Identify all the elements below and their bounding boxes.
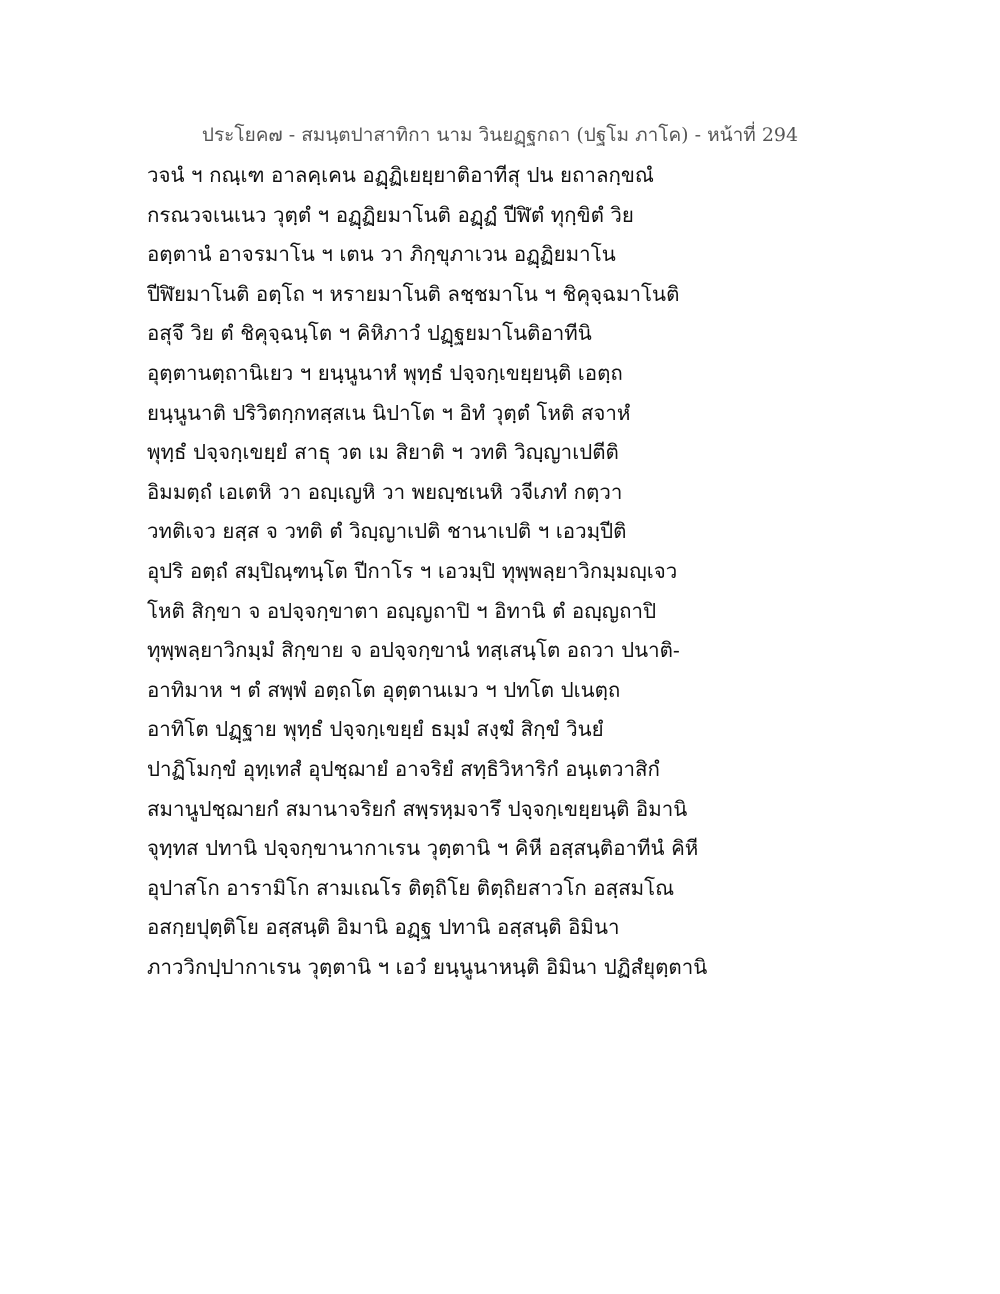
text-line: ทุพฺพลฺยาวิกมฺมํ สิกฺขาย จ อปจฺจกฺขานํ ทสฺเสนฺโต อถวา ปนาติ- <box>147 638 680 663</box>
text-line: โหติ สิกฺขา จ อปจฺจกฺขาตา อญฺญถาปิ ฯ อิทานิ ตํ อญฺญถาปิ <box>147 598 657 623</box>
body-text <box>147 156 707 987</box>
text-line: อสกฺยปุตฺติโย อสฺสนฺติ อิมานิ อฏฺฐ ปทานิ อสฺสนฺติ อิมินา <box>147 915 620 940</box>
text-line: อตฺตานํ อาจรมาโน ฯ เตน วา ภิกฺขุภาเวน อฏฺฏิยมาโน <box>147 242 616 267</box>
text-line: อสุจึ วิย ตํ ชิคุจฺฉนฺโต ฯ คิหิภาวํ ปฏฺฐยมาโนติอาทีนิ <box>147 321 592 346</box>
text-line: กรณวจเนเนว วุตฺตํ ฯ อฏฺฏิยมาโนติ อฏฺฏํ ปีฬิตํ ทุกฺขิตํ วิย <box>147 202 634 227</box>
text-line: วทติเจว ยสฺส จ วทติ ตํ วิญฺญาเปติ ชานาเปติ ฯ เอวมฺปีติ <box>147 519 627 544</box>
text-line: วจนํ ฯ กณฺเฑ อาลคฺเคน อฏฺฏิเยยฺยาติอาทีสุ ปน ยถาลกฺขณํ <box>147 163 654 187</box>
text-line: พุทฺธํ ปจฺจกฺเขยฺยํ สาธุ วต เม สิยาติ ฯ วทติ วิญฺญาเปตีติ <box>147 440 619 465</box>
text-line: อาทิโต ปฏฺฐาย พุทฺธํ ปจฺจกฺเขยฺยํ ธมฺมํ สงฺฆํ สิกฺขํ วินยํ <box>147 717 604 742</box>
text-line: จุทฺทส ปทานิ ปจฺจกฺขานากาเรน วุตฺตานิ ฯ คิหี อสฺสนฺติอาทีนํ คิหี <box>147 836 699 861</box>
text-line: อุปาสโก อารามิโก สามเณโร ติตฺถิโย ติตฺถิยสาวโก อสฺสมโณ <box>147 875 675 900</box>
text-line: อุปริ อตฺถํ สมฺปิณฺฑนฺโต ปีกาโร ฯ เอวมฺปิ ทุพฺพลฺยาวิกมฺมญฺเจว <box>147 558 678 583</box>
text-line: อิมมตฺถํ เอเตหิ วา อญฺเญหิ วา พยญฺชเนหิ วจีเภทํ กตฺวา <box>147 479 623 504</box>
text-line: สมานูปชฺฌายกํ สมานาจริยกํ สพฺรหฺมจารึ ปจฺจกฺเขยฺยนฺติ อิมานิ <box>147 796 688 821</box>
text-line: อาทิมาห ฯ ตํ สพฺพํ อตฺถโต อุตฺตานเมว ฯ ปทโต ปเนตฺถ <box>147 677 621 702</box>
text-line: อุตฺตานตฺถานิเยว ฯ ยนฺนูนาหํ พุทฺธํ ปจฺจกฺเขยฺยนฺติ เอตฺถ <box>147 360 623 385</box>
text-line: ปาฏิโมกฺขํ อุทฺเทสํ อุปชฺฌายํ อาจริยํ สทฺธิวิหาริกํ อนฺเตวาสิกํ <box>147 756 660 781</box>
text-line: ปีฬิยมาโนติ อตฺโถ ฯ หรายมาโนติ ลชฺชมาโน ฯ ชิคุจฺฉมาโนติ <box>147 281 680 306</box>
text-line: ยนฺนูนาติ ปริวิตกฺกทสฺสเน นิปาโต ฯ อิทํ วุตฺตํ โหติ สจาหํ <box>147 400 631 425</box>
text-line: ภาววิกปฺปากาเรน วุตฺตานิ ฯ เอวํ ยนฺนูนาหนฺติ อิมินา ปฏิสํยุตฺตานิ <box>147 954 707 979</box>
page-header: ประโยค๗ - สมนฺตปาสาทิกา นาม วินยฏฺฐกถา (ปฐโม ภาโค) - หน้าที่ 294 <box>201 124 799 146</box>
